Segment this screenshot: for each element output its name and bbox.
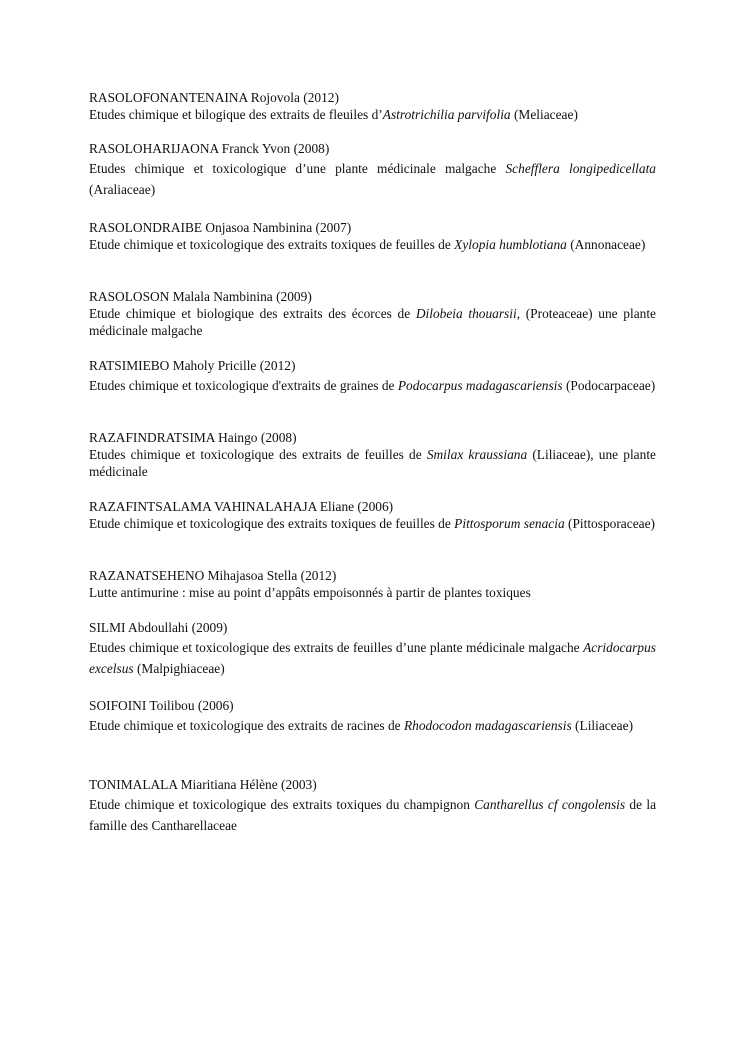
- bibliography-entry: [89, 219, 656, 253]
- bibliography-entry: [89, 288, 656, 339]
- bibliography-entry: [89, 697, 656, 736]
- entry-author: RASOLONDRAIBE Onjasoa Nambinina (2007): [89, 220, 352, 235]
- entry-author: RATSIMIEBO Maholy Pricille (2012): [89, 358, 296, 373]
- bibliography-entry: [89, 429, 656, 480]
- species-name: Schefflera longipedicellata: [505, 161, 656, 176]
- species-name: Xylopia humblotiana: [454, 237, 567, 252]
- species-name: Dilobeia thouarsii: [415, 306, 517, 321]
- bibliography-entry: [89, 89, 656, 123]
- entry-author: SOIFOINI Toilibou (2006): [89, 698, 234, 713]
- species-name: Podocarpus madagascariensis: [397, 378, 563, 393]
- entry-title: Etudes chimique et toxicologique d'extraits de graines de Podocarpus madagascariensis (Podocarpaceae): [89, 378, 656, 393]
- entry-title: Etude chimique et toxicologique des extraits toxiques du champignon Cantharellus cf congolensis de la famille des Cantharellaceae: [89, 797, 657, 833]
- bibliography-entry: [89, 357, 656, 396]
- entry-author: RASOLOFONANTENAINA Rojovola (2012): [89, 90, 339, 105]
- bibliography-entry: [89, 498, 656, 532]
- species-name: Smilax kraussiana: [426, 447, 528, 462]
- species-name: Pittosporum senacia: [454, 516, 565, 531]
- entry-author: SILMI Abdoullahi (2009): [89, 620, 228, 635]
- entry-title: Etude chimique et toxicologique des extraits de racines de Rhodocodon madagascariensis (Liliaceae): [89, 718, 634, 733]
- bibliography-entry: [89, 619, 656, 679]
- species-name: Rhodocodon madagascariensis: [403, 718, 572, 733]
- entry-author: RAZAFINTSALAMA VAHINALAHAJA Eliane (2006): [89, 499, 394, 514]
- entry-title: Lutte antimurine : mise au point d’appâts empoisonnés à partir de plantes toxiques: [89, 585, 531, 600]
- entry-author: RAZAFINDRATSIMA Haingo (2008): [89, 430, 297, 445]
- entry-author: RAZANATSEHENO Mihajasoa Stella (2012): [89, 568, 337, 583]
- entry-author: RASOLOSON Malala Nambinina (2009): [89, 289, 312, 304]
- entry-title: Etudes chimique et toxicologique des extraits de feuilles de Smilax kraussiana (Liliaceae), une plante médicinale: [89, 447, 656, 479]
- entry-author: RASOLOHARIJAONA Franck Yvon (2008): [89, 141, 330, 156]
- species-name: Astrotrichilia parvifolia: [382, 107, 511, 122]
- entry-title: Etudes chimique et bilogique des extraits de fleuiles d’Astrotrichilia parvifolia (Meliaceae): [89, 107, 578, 122]
- species-name: Cantharellus cf congolensis: [474, 797, 626, 812]
- entry-title: Etude chimique et toxicologique des extraits toxiques de feuilles de Xylopia humblotiana (Annonaceae): [89, 237, 646, 252]
- entry-author: TONIMALALA Miaritiana Hélène (2003): [89, 777, 317, 792]
- entry-title: Etude chimique et biologique des extraits des écorces de Dilobeia thouarsii, (Proteaceae) une plante médicinale malgache: [89, 306, 656, 338]
- entry-title: Etudes chimique et toxicologique d’une plante médicinale malgache Schefflera longipedicellata (Araliaceae): [89, 161, 656, 197]
- species-name: Acridocarpus excelsus: [89, 640, 656, 676]
- entry-title: Etudes chimique et toxicologique des extraits de feuilles d’une plante médicinale malgache Acridocarpus excelsus (Malpighiaceae): [89, 640, 656, 676]
- bibliography-entry: [89, 776, 656, 836]
- bibliography-entry: [89, 567, 656, 601]
- bibliography-entry: [89, 140, 656, 200]
- entry-title: Etude chimique et toxicologique des extraits toxiques de feuilles de Pittosporum senacia (Pittosporaceae): [89, 516, 655, 531]
